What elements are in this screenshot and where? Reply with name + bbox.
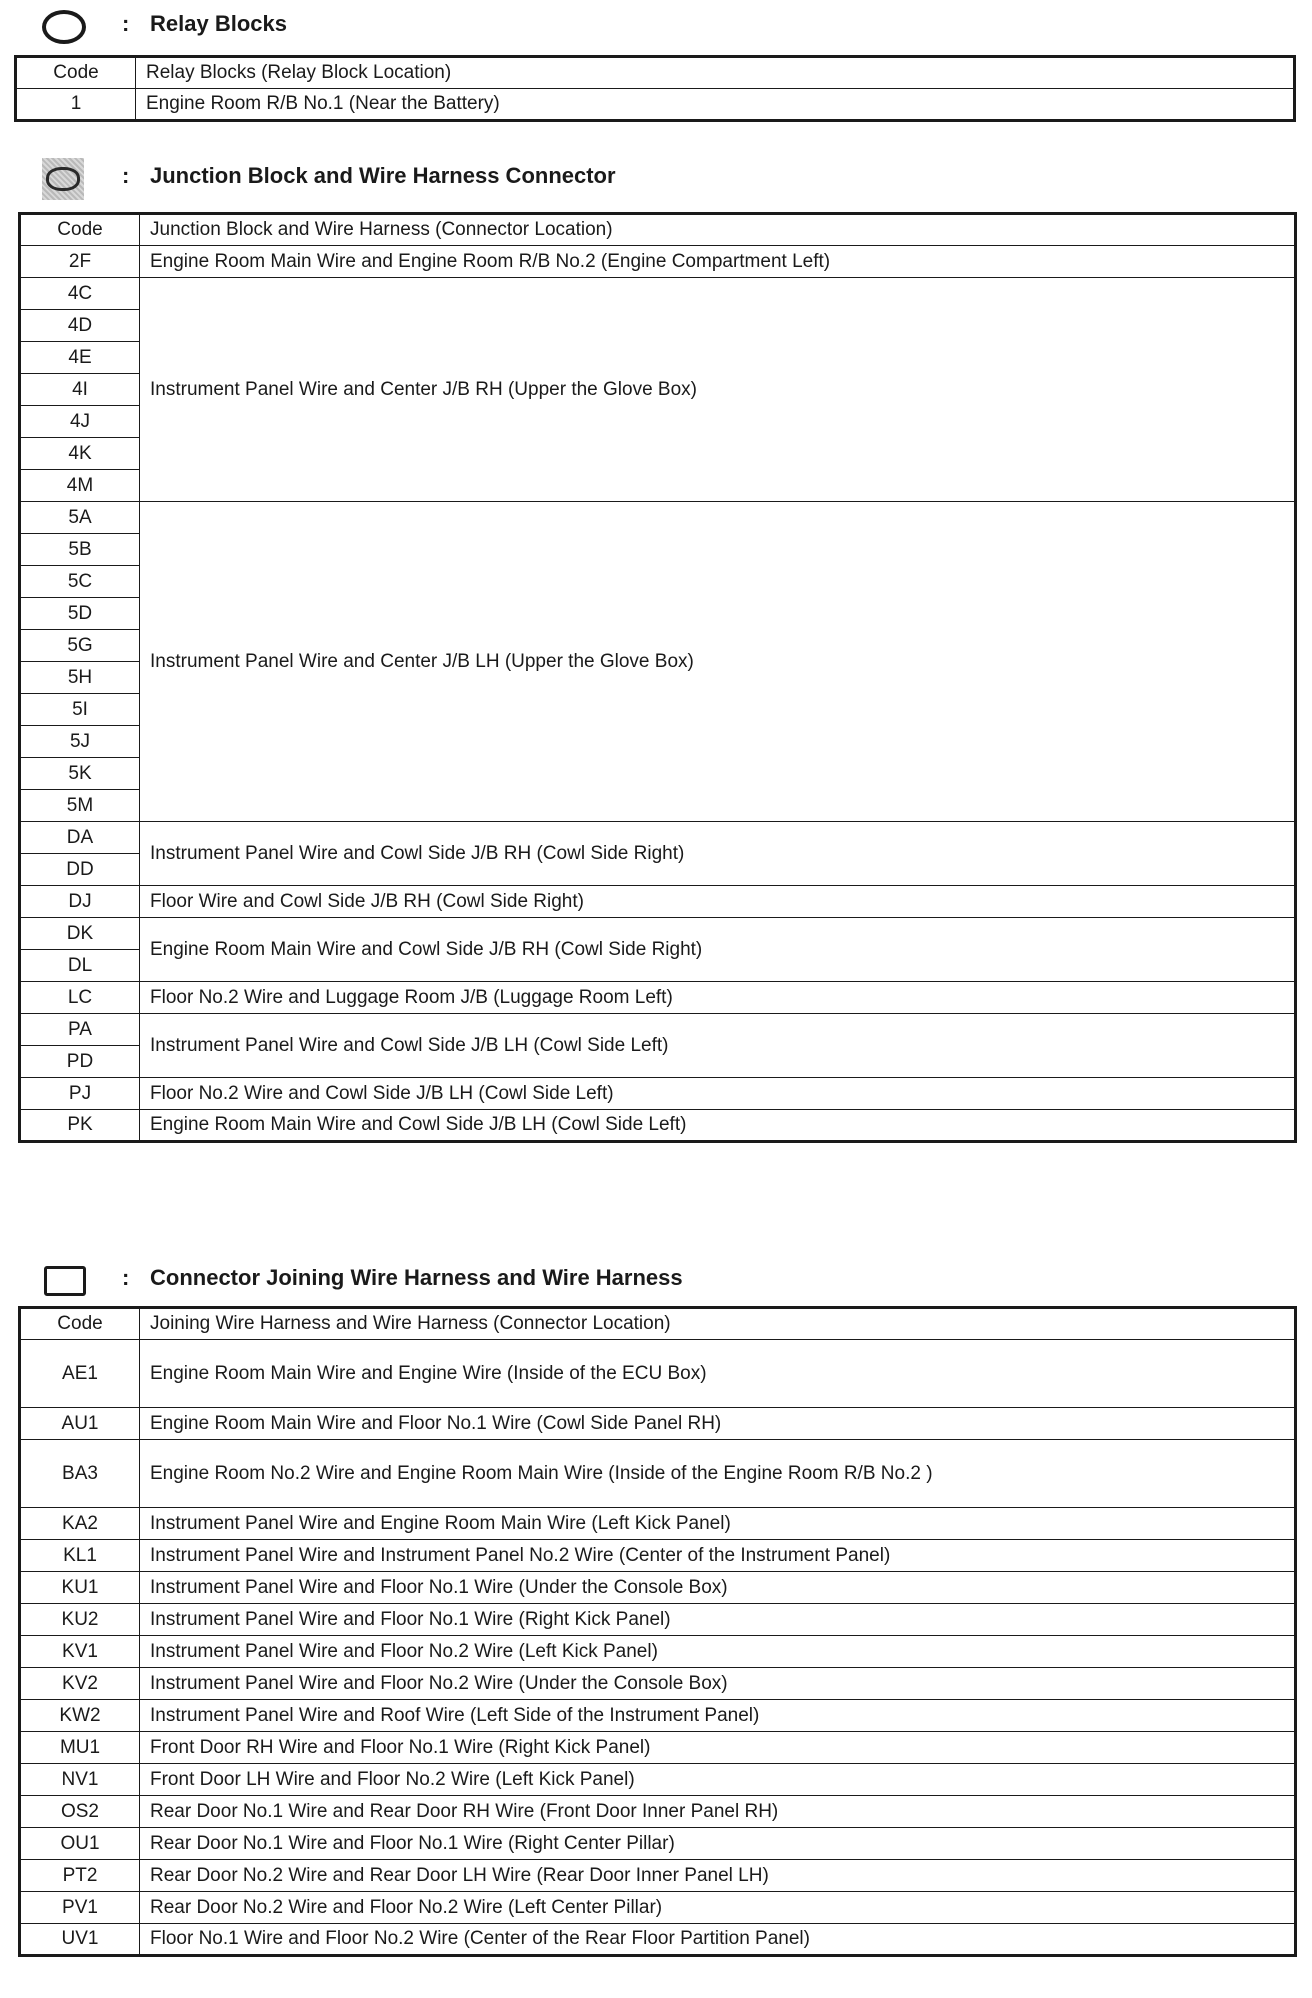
table-row [20,1078,1296,1110]
code-cell: LC [20,982,140,1014]
location-cell: Front Door LH Wire and Floor No.2 Wire (Left Kick Panel) [140,1764,1296,1796]
code-cell: BA3 [20,1440,140,1508]
code-cell: PA [20,1014,140,1046]
location-cell: Instrument Panel Wire and Engine Room Main Wire (Left Kick Panel) [140,1508,1296,1540]
location-cell: Instrument Panel Wire and Instrument Panel No.2 Wire (Center of the Instrument Panel) [140,1540,1296,1572]
table-row [20,1408,1296,1440]
table-row [20,982,1296,1014]
connector-rectangle-icon [44,1266,86,1296]
code-cell: AU1 [20,1408,140,1440]
relay-blocks-table [14,55,1296,122]
table-row [20,1604,1296,1636]
table-row [20,1668,1296,1700]
table-row [20,1924,1296,1956]
table-header-row [20,214,1296,246]
location-cell: Rear Door No.1 Wire and Rear Door RH Wire (Front Door Inner Panel RH) [140,1796,1296,1828]
table-row [20,918,1296,950]
code-cell: PJ [20,1078,140,1110]
junction-block-shaded-oval-icon [42,158,84,200]
table-row [20,1700,1296,1732]
code-cell: 5C [20,566,140,598]
code-cell: DJ [20,886,140,918]
code-cell: KL1 [20,1540,140,1572]
code-cell: 5D [20,598,140,630]
table-row [20,1540,1296,1572]
code-cell: UV1 [20,1924,140,1956]
column-header-location: Joining Wire Harness and Wire Harness (Connector Location) [140,1308,1296,1340]
table-row [20,1110,1296,1142]
code-cell: NV1 [20,1764,140,1796]
code-cell: DD [20,854,140,886]
code-cell: 4D [20,310,140,342]
table-row [20,822,1296,854]
table-row [20,1860,1296,1892]
code-cell: OU1 [20,1828,140,1860]
table-row [20,1014,1296,1046]
table-row [20,1340,1296,1408]
column-header-code: Code [20,1308,140,1340]
heading-colon: : [122,11,130,36]
location-cell: Floor No.1 Wire and Floor No.2 Wire (Center of the Rear Floor Partition Panel) [140,1924,1296,1956]
location-cell: Instrument Panel Wire and Cowl Side J/B RH (Cowl Side Right) [140,822,1296,886]
location-cell: Engine Room Main Wire and Engine Wire (Inside of the ECU Box) [140,1340,1296,1408]
table-row [20,1636,1296,1668]
code-cell: MU1 [20,1732,140,1764]
location-cell: Instrument Panel Wire and Floor No.2 Wire (Left Kick Panel) [140,1636,1296,1668]
table-row [20,1764,1296,1796]
location-cell: Instrument Panel Wire and Center J/B RH (Upper the Glove Box) [140,278,1296,502]
code-cell: OS2 [20,1796,140,1828]
table-row [20,1508,1296,1540]
connector-joining-table [18,1306,1297,1957]
code-cell: 5M [20,790,140,822]
code-cell: DL [20,950,140,982]
table-row [20,1440,1296,1508]
table-row [20,1732,1296,1764]
code-cell: PK [20,1110,140,1142]
table-row [20,1572,1296,1604]
table-row [20,246,1296,278]
table-header-row [16,57,1295,89]
location-cell: Rear Door No.2 Wire and Rear Door LH Wire (Rear Door Inner Panel LH) [140,1860,1296,1892]
code-cell: 4I [20,374,140,406]
code-cell: 5K [20,758,140,790]
table-row [20,1892,1296,1924]
code-cell: DK [20,918,140,950]
code-cell: 5B [20,534,140,566]
code-cell: PT2 [20,1860,140,1892]
table-row [20,1796,1296,1828]
table-row [20,886,1296,918]
code-cell: PV1 [20,1892,140,1924]
table-row [20,502,1296,534]
location-cell: Engine Room Main Wire and Cowl Side J/B LH (Cowl Side Left) [140,1110,1296,1142]
location-cell: Instrument Panel Wire and Center J/B LH (Upper the Glove Box) [140,502,1296,822]
location-cell: Engine Room Main Wire and Engine Room R/B No.2 (Engine Compartment Left) [140,246,1296,278]
location-cell: Instrument Panel Wire and Floor No.2 Wire (Under the Console Box) [140,1668,1296,1700]
location-cell: Engine Room No.2 Wire and Engine Room Main Wire (Inside of the Engine Room R/B No.2 ) [140,1440,1296,1508]
code-cell: 5G [20,630,140,662]
relay-block-oval-icon [42,10,86,44]
location-cell: Engine Room Main Wire and Floor No.1 Wire (Cowl Side Panel RH) [140,1408,1296,1440]
location-cell: Instrument Panel Wire and Roof Wire (Left Side of the Instrument Panel) [140,1700,1296,1732]
code-cell: KW2 [20,1700,140,1732]
junction-block-heading [0,154,1312,198]
column-header-code: Code [20,214,140,246]
code-cell: DA [20,822,140,854]
location-cell: Rear Door No.2 Wire and Floor No.2 Wire (Left Center Pillar) [140,1892,1296,1924]
code-cell: 5H [20,662,140,694]
code-cell: KV2 [20,1668,140,1700]
code-cell: 1 [16,89,136,121]
code-cell: 4J [20,406,140,438]
relay-blocks-heading [0,2,1312,46]
section-title-relay-blocks: Relay Blocks [150,11,287,36]
table-row [20,1828,1296,1860]
location-cell: Instrument Panel Wire and Floor No.1 Wire (Under the Console Box) [140,1572,1296,1604]
code-cell: 5J [20,726,140,758]
code-cell: 4E [20,342,140,374]
code-cell: KU2 [20,1604,140,1636]
connector-joining-heading [0,1256,1312,1300]
section-title-connector-joining: Connector Joining Wire Harness and Wire Harness [150,1265,683,1290]
location-cell: Instrument Panel Wire and Floor No.1 Wire (Right Kick Panel) [140,1604,1296,1636]
location-cell: Floor No.2 Wire and Luggage Room J/B (Luggage Room Left) [140,982,1296,1014]
code-cell: 2F [20,246,140,278]
code-cell: 5A [20,502,140,534]
location-cell: Engine Room R/B No.1 (Near the Battery) [136,89,1295,121]
code-cell: KU1 [20,1572,140,1604]
code-cell: 4M [20,470,140,502]
code-cell: AE1 [20,1340,140,1408]
table-header-row [20,1308,1296,1340]
location-cell: Front Door RH Wire and Floor No.1 Wire (Right Kick Panel) [140,1732,1296,1764]
code-cell: 4C [20,278,140,310]
column-header-location: Junction Block and Wire Harness (Connector Location) [140,214,1296,246]
heading-colon: : [122,163,130,188]
code-cell: KA2 [20,1508,140,1540]
junction-block-table [18,212,1297,1143]
code-cell: 4K [20,438,140,470]
location-cell: Rear Door No.1 Wire and Floor No.1 Wire (Right Center Pillar) [140,1828,1296,1860]
column-header-location: Relay Blocks (Relay Block Location) [136,57,1295,89]
code-cell: 5I [20,694,140,726]
table-row [20,278,1296,310]
location-cell: Instrument Panel Wire and Cowl Side J/B LH (Cowl Side Left) [140,1014,1296,1078]
table-row [16,89,1295,121]
location-cell: Floor Wire and Cowl Side J/B RH (Cowl Side Right) [140,886,1296,918]
location-cell: Engine Room Main Wire and Cowl Side J/B RH (Cowl Side Right) [140,918,1296,982]
column-header-code: Code [16,57,136,89]
code-cell: KV1 [20,1636,140,1668]
code-cell: PD [20,1046,140,1078]
heading-colon: : [122,1265,130,1290]
section-title-junction-block: Junction Block and Wire Harness Connector [150,163,616,188]
location-cell: Floor No.2 Wire and Cowl Side J/B LH (Cowl Side Left) [140,1078,1296,1110]
